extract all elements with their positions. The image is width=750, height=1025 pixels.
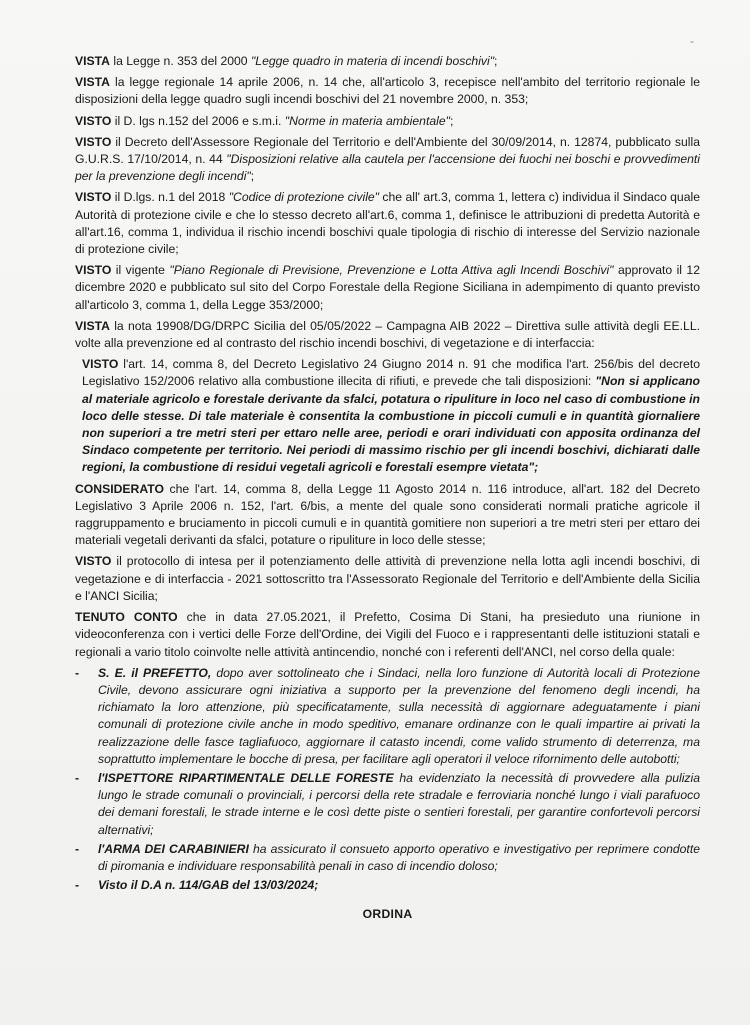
paragraph-text: il Decreto dell'Assessore Regionale del Territorio e dell'Ambiente del 30/09/2014, n. 12874, pubblicato sulla G.U.R.S. 17/10/2014, n. 44 xyxy=(75,134,700,167)
paragraph-italic: "Legge quadro in materia di incendi boschivi" xyxy=(250,54,495,68)
paragraph-visto-protocollo xyxy=(75,553,700,605)
list-item-text: ha evidenziato la necessità di provvedere alla pulizia lungo le strade comunali o provinciali, i percorsi della rete stradale e ferroviaria nonché lungo i viali parafuoco dei demani forestali, le strade interne e le così dette piste o sentieri forestali, per garantire confortevoli percorsi alternativi; xyxy=(98,770,701,837)
document-body xyxy=(75,53,700,924)
paragraph-text: il D.lgs. n.1 del 2018 xyxy=(111,190,229,205)
list-item-text: dopo aver sottolineato che i Sindaci, nella loro funzione di Autorità locali di Protezione Civile, devono assicurare ogni iniziativa a supporto per la prevenzione del fenomeno degli incendi, ha richiamato la loro attenzione, più specificatamente, sulla necessità di aggiornare adeguatamente i piani comunali di protezione civile anche in modo speditivo, emanare ordinanze con le quali impartire ai privati la realizzazione delle fasce tagliafuoco, aggiornare il catasto incendi, come valido strumento di deterrenza, ma soprattutto implementare le bocche di presa, per facilitare agli operatori il veloce rifornimento delle autobotti; xyxy=(98,665,700,766)
paragraph-tenuto-conto xyxy=(75,609,700,661)
paragraph-text: il vigente xyxy=(111,263,170,278)
paragraph-vista-lr-14-2006 xyxy=(75,74,700,108)
paragraph-italic: "Disposizioni relative alla cautela per l'accensione dei fuochi nei boschi e provvedimenti per la prevenzione degli incendi" xyxy=(75,152,700,184)
ordina-heading: ORDINA xyxy=(362,907,413,922)
paragraph-quote: "Non si applicano al materiale agricolo e forestale derivante da sfalci, potatura o ripuliture in loco nel caso di combustione in loco delle stesse. Di tale materiale è consentita la combustione in piccoli cumuli e in quantità giornaliere non superiori a tre metri steri per ettaro nelle aree, periodi e orari individuati con apposita ordinanza del Sindaco competente per territorio. Nei periodi di massimo rischio per gli incendi boschivi, dichiarati dalle regioni, la combustione di residui vegetali agricoli e forestali esempre vietata"; xyxy=(82,374,700,475)
list-item-lead: l'ARMA DEI CARABINIERI xyxy=(98,841,249,856)
paragraph-visto-art14 xyxy=(82,356,700,476)
paragraph-italic: "Codice di protezione civile" xyxy=(228,190,380,205)
paragraph-tail: approvato il 12 dicembre 2020 e pubblicato sul sito del Corpo Forestale della Regione Siciliana in adempimento di quanto previsto all'articolo 3, comma 1, della Legge 353/2000; xyxy=(75,263,700,312)
paragraph-text: la Legge n. 353 del 2000 xyxy=(110,54,251,68)
list-item-text: ha assicurato il consueto apporto operativo e investigativo per reprimere condotte di piromania e individuare responsabilità penali in caso di incendio doloso; xyxy=(98,841,700,873)
list-dash: - xyxy=(75,770,80,785)
meeting-points-list xyxy=(75,665,700,895)
paragraph-italic: "Piano Regionale di Previsione, Prevenzione e Lotta Attiva agli Incendi Boschivi" xyxy=(169,263,614,278)
paragraph-text: che in data 27.05.2021, il Prefetto, Cosima Di Stani, ha presieduto una riunione in videoconferenza con i vertici delle Forze dell'Ordine, dei Vigili del Fuoco e i rappresentanti delle istituzioni statali e regionali a vario titolo coinvolte nelle attività antincendio, nonché con i referenti dell'ANCI, nel corso della quale: xyxy=(75,610,700,659)
list-item-lead: Visto il D.A n. 114/GAB del 13/03/2024; xyxy=(98,878,319,893)
paragraph-considerato xyxy=(75,481,700,550)
paragraph-tail: ; xyxy=(494,54,498,68)
paragraph-lead: VISTO xyxy=(75,113,112,128)
paragraph-lead: VISTA xyxy=(75,54,110,68)
paragraph-lead: CONSIDERATO xyxy=(75,481,164,496)
paragraph-lead: VISTO xyxy=(82,357,119,372)
list-item xyxy=(75,877,700,894)
paragraph-text: la legge regionale 14 aprile 2006, n. 14 che, all'articolo 3, recepisce nell'ambito del territorio regionale le disposizioni della legge quadro sugli incendi boschivi del 21 novembre 2000, n. 353; xyxy=(75,75,700,107)
paragraph-vista-legge-353 xyxy=(75,53,700,70)
paragraph-text: il D. lgs n.152 del 2006 e s.m.i. xyxy=(111,113,285,128)
list-item-lead: S. E. il PREFETTO, xyxy=(98,665,212,680)
paragraph-lead: TENUTO CONTO xyxy=(75,610,178,625)
paragraph-text: l'art. 14, comma 8, del Decreto Legislativo 24 Giugno 2014 n. 91 che modifica l'art. 256/bis del decreto Legislativo 152/2006 relativo alla combustione illecita di rifiuti, e prevede che tali disposizioni: xyxy=(82,357,700,389)
list-item xyxy=(75,665,700,768)
paragraph-lead: VISTA xyxy=(75,318,110,333)
paragraph-lead: VISTO xyxy=(75,263,112,278)
list-item xyxy=(75,770,700,839)
paragraph-lead: VISTO xyxy=(75,554,112,569)
list-dash: - xyxy=(75,878,80,893)
paragraph-text: la nota 19908/DG/DRPC Sicilia del 05/05/2022 – Campagna AIB 2022 – Direttiva sulle attività degli EE.LL. volte alla prevenzione ed al contrasto del rischio incendi boschivi, di vegetazione e di interfaccia: xyxy=(75,318,700,351)
paragraph-text: che l'art. 14, comma 8, della Legge 11 Agosto 2014 n. 116 introduce, all'art. 182 del Decreto Legislativo 3 Aprile 2006 n. 152, l'art. 6/bis, a mente del quale sono considerati normali pratiche agricole il raggruppamento e bruciamento in piccoli cumuli e in quantità gomitiere non superiori a tre metri steri per ettaro dei materiali vegetali derivanti da sfalci, potature o ripuliture in loco delle stesse; xyxy=(75,481,700,548)
paragraph-tail: ; xyxy=(449,113,454,128)
margin-mark: - xyxy=(690,34,694,48)
paragraph-lead: VISTO xyxy=(75,190,112,205)
paragraph-visto-dlgs-152 xyxy=(75,113,700,130)
paragraph-tail: che all' art.3, comma 1, lettera c) individua il Sindaco quale Autorità di protezione civile e che lo stesso decreto all'art.6, comma 1, definisce le attribuzioni di predetta Autorità e all'art.16, comma 1, individua il rischio incendi boschivi quale tipologia di rischio di interesse del Servizio nazionale di protezione civile; xyxy=(75,190,700,257)
paragraph-italic: "Norme in materia ambientale" xyxy=(284,113,450,128)
paragraph-visto-decreto-assessore xyxy=(75,134,700,186)
paragraph-lead: VISTO xyxy=(75,134,112,149)
paragraph-vista-nota-19908 xyxy=(75,318,700,352)
paragraph-text: il protocollo di intesa per il potenziamento delle attività di prevenzione nella lotta agli incendi boschivi, di vegetazione e di interfaccia - 2021 sottoscritto tra l'Assessorato Regionale del Territorio e dell'Ambiente della Sicilia e l'ANCI Sicilia; xyxy=(75,554,700,603)
list-dash: - xyxy=(75,841,80,856)
paragraph-tail: ; xyxy=(250,169,255,184)
list-dash: - xyxy=(75,665,80,680)
paragraph-visto-codice-protezione-civile xyxy=(75,189,700,258)
list-item-lead: l'ISPETTORE RIPARTIMENTALE DELLE FORESTE xyxy=(98,770,394,785)
paragraph-lead: VISTA xyxy=(75,75,110,90)
paragraph-visto-piano-regionale xyxy=(75,262,700,314)
list-item xyxy=(75,841,700,875)
